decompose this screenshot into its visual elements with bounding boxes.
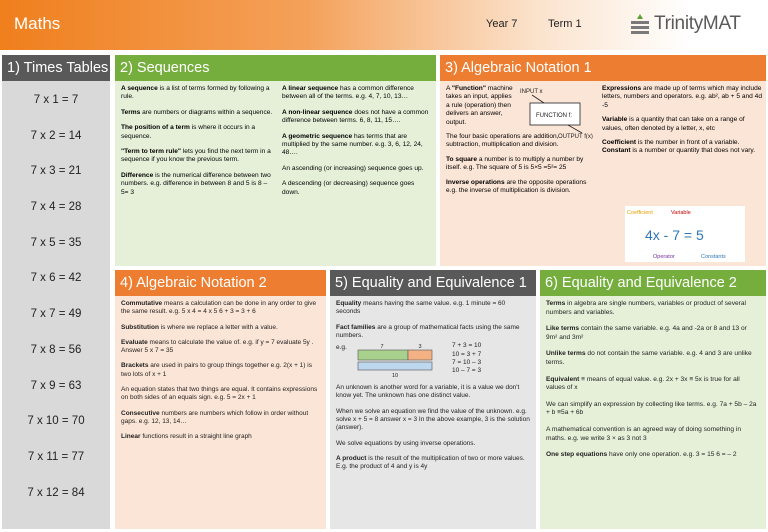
algebraic-notation-2-title: 4) Algebraic Notation 2: [115, 270, 326, 296]
definition: Inverse operations are the opposite operations e.g. the inverse of multiplication is division.: [446, 178, 587, 195]
definition: When we solve an equation we find the value of the unknown. e.g. solve x + 5 = 8 answer x = 3 In the above example, 3 is the solution (answer).: [336, 407, 530, 432]
equality-1-title: 5) Equality and Equivalence 1: [330, 270, 536, 296]
times-row: 7 x 3 = 21: [30, 165, 82, 178]
definition: An ascending (or increasing) sequence goes up.: [282, 164, 424, 172]
definition: Equality means having the same value. e.g. 1 minute = 60 seconds: [336, 300, 506, 316]
sequences-left-column: [121, 85, 273, 204]
definition: Commutative means a calculation can be done in any order to give the same result. e.g. 5 x 4 = 4 x 5 6 + 3 = 3 + 6: [121, 300, 317, 316]
sequences-title: 2) Sequences: [115, 55, 436, 81]
definition: A geometric sequence has terms that are multiplied by the same number. e.g. 3, 6, 12, 24, 48….: [282, 132, 423, 157]
definition: A product is the result of the multiplication of two or more values. E.g. the product of 4 and y is 4y: [336, 454, 525, 471]
times-row: 7 x 4 = 28: [30, 201, 82, 214]
definition: Unlike terms do not contain the same variable. e.g. 4 and 3 are unlike terms.: [546, 350, 752, 366]
sequences-panel: [115, 55, 436, 266]
definition: The position of a term is where it occurs in a sequence.: [121, 124, 256, 140]
times-row: 7 x 12 = 84: [27, 486, 85, 499]
definition: Consecutive numbers are numbers which follow in order without gaps. e.g. 12, 13, 14…: [121, 409, 309, 425]
definition: Fact families are a group of mathematical facts using the same numbers.: [336, 323, 520, 339]
sequences-right-column: [282, 85, 432, 204]
function-label: FUNCTION f:: [536, 113, 572, 119]
equality-equivalence-1-panel: [330, 270, 536, 529]
times-row: 7 x 9 = 63: [30, 379, 82, 392]
times-row: 7 x 6 = 42: [30, 272, 82, 285]
times-row: 7 x 8 = 56: [30, 343, 82, 356]
variable-label: Variable: [671, 210, 691, 216]
algebraic2-body: [115, 296, 326, 453]
definition: A sequence is a list of terms formed by following a rule.: [121, 85, 270, 101]
coefficient-label: Coefficient: [627, 210, 653, 216]
expression-parts-diagram: [625, 206, 745, 262]
times-row: 7 x 10 = 70: [27, 415, 85, 428]
fact-family-list: 7 + 3 = 10 10 = 3 + 7 7 = 10 – 3 10 – 7 = 3: [452, 342, 482, 375]
svg-text:7: 7: [380, 344, 384, 351]
svg-text:10: 10: [391, 373, 399, 379]
definition: A non-linear sequence does not have a common difference between terms. 6, 8, 11, 15….: [282, 108, 429, 125]
definition: The four basic operations are addition, subtraction, multiplication and division.: [446, 133, 559, 149]
definition: Terms are numbers or diagrams within a sequence.: [121, 108, 273, 116]
page-title: Maths: [14, 14, 61, 33]
definition: One step equations have only one operation. e.g. 3 = 15 6 = – 2: [546, 451, 737, 459]
algebraic1-right-column: [602, 85, 762, 162]
definition: Terms in algebra are single numbers, variables or product of several numbers and variables.: [546, 300, 747, 316]
definition: Brackets are used in pairs to group things together e.g. 2(x + 1) is two lots of x + 1: [121, 362, 312, 378]
times-row: 7 x 7 = 49: [30, 308, 82, 321]
output-label: OUTPUT f(x): [558, 134, 593, 139]
definition: A descending (or decreasing) sequence goes down.: [282, 180, 415, 196]
definition: "Term to term rule" lets you find the next term in a sequence if you know the previous term.: [121, 148, 271, 164]
year-label: Year 7: [486, 18, 518, 30]
definition: An equation states that two things are equal. It contains expressions on both sides of an equals sign. e.g. 5 = 2x + 1: [121, 386, 318, 402]
algebraic-notation-2-panel: [115, 270, 326, 529]
definition: We solve equations by using inverse operations.: [336, 439, 476, 447]
definition: An unknown is another word for a variable, it is a value we don't know yet. The unknown has one distinct value.: [336, 384, 520, 400]
definition: Evaluate means to calculate the value of. e.g. if y = 7 evaluate 5y . Answer 5 x 7 = 35: [121, 338, 314, 355]
definition: Difference is the numerical difference between two numbers. e.g. difference in between 8 and 5 is 8 – 5= 3: [121, 171, 271, 196]
times-row: 7 x 11 = 77: [27, 450, 85, 463]
definition: Equivalent ≡ means of equal value. e.g. 2x + 3x ≡ 5x is true for all values of x: [546, 375, 740, 392]
definition: Like terms contain the same variable. e.g. 4a and -2a or 8 and 13 or 9m² and 3m²: [546, 325, 747, 341]
logo-text: TrinityMAT: [654, 13, 741, 34]
equality-equivalence-2-panel: [540, 270, 766, 529]
logo-mark-icon: [628, 13, 652, 37]
times-tables-panel: [2, 55, 110, 529]
header-bar: [0, 0, 768, 50]
input-label: INPUT x: [520, 89, 543, 95]
definition: Constant is a number or quantity that does not vary.: [602, 147, 756, 155]
definition: Expressions are made up of terms which may include letters, numbers and operators. e.g. ab², ab + 5 and 4d -5: [602, 85, 762, 109]
definition: Variable is a quantity that can take on a range of values, often denoted by a letter, x, etc: [602, 116, 745, 132]
times-row: 7 x 2 = 14: [30, 129, 82, 142]
definition: Linear functions result in a straight line graph: [121, 433, 252, 441]
svg-text:3: 3: [418, 344, 422, 351]
definition: Substitution is where we replace a letter with a value.: [121, 323, 278, 331]
times-row: 7 x 1 = 7: [33, 94, 79, 106]
definition: To square a number is to multiply a number by itself. e.g. The square of 5 is 5×5 =5²= 25: [446, 155, 584, 172]
definition: A mathematical convention is an agreed way of doing something in maths. e.g. we write 3 × as 3 not 3: [546, 425, 741, 442]
times-tables-title: 1) Times Tables: [2, 55, 110, 81]
equality-2-title: 6) Equality and Equivalence 2: [540, 270, 766, 296]
bar-model-diagram: [356, 342, 434, 378]
equality1-body: [330, 296, 536, 483]
trinity-logo: [628, 9, 764, 41]
operator-label: Operator: [653, 254, 675, 260]
constants-label: Constants: [701, 254, 726, 260]
definition: Coefficient is the number in front of a variable.: [602, 139, 740, 147]
times-row: 7 x 5 = 35: [30, 236, 82, 249]
fact-family-example: e.g. 7 3 10 7 + 3 = 10 10 = 3 + 7 7 = 10 – 3 10 – 7 = 3: [336, 342, 482, 379]
function-machine-diagram: [512, 87, 596, 139]
times-tables-list: [2, 81, 110, 511]
expression-example: 4x - 7 = 5: [645, 227, 704, 243]
definition: A linear sequence has a common difference between all of the terms. e.g. 4, 7, 10, 13…: [282, 85, 414, 101]
term-label: Term 1: [548, 18, 582, 30]
equality2-body: [540, 296, 766, 472]
definition: We can simplify an expression by collecting like terms. e.g. 7a + 5b – 2a + b ≡5a + 6b: [546, 400, 757, 417]
algebraic-notation-1-title: 3) Algebraic Notation 1: [440, 55, 766, 81]
function-definition: A "Function" machine takes an input, applies a rule (operation) then delivers an answer, output.: [446, 85, 513, 126]
